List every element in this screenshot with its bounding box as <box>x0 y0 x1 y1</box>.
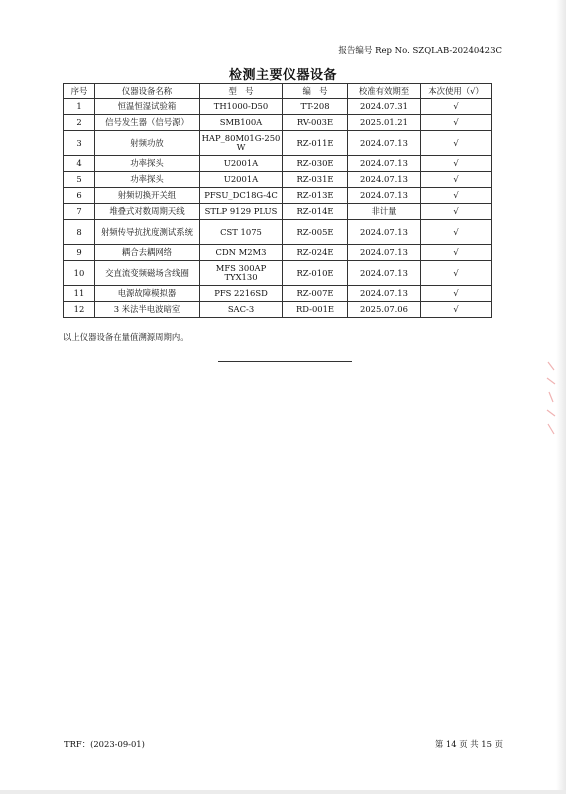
table-row <box>64 245 492 261</box>
cell-equipment-name: 恒温恒湿试验箱 <box>95 99 200 115</box>
cell-model: U2001A <box>200 172 283 188</box>
table-header-row <box>64 84 492 99</box>
page-edge-shadow <box>556 0 566 794</box>
cell-no: 8 <box>64 220 95 245</box>
calibration-note: 以上仪器设备在量值溯源周期内。 <box>63 332 189 342</box>
cell-model: HAP_80M01G-250 W <box>200 131 283 156</box>
cell-serial: RZ-030E <box>283 156 348 172</box>
report-number: 报告编号 Rep No. SZQLAB-20240423C <box>338 46 502 56</box>
cell-used-check: √ <box>421 220 492 245</box>
cell-no: 6 <box>64 188 95 204</box>
cell-no: 9 <box>64 245 95 261</box>
cell-equipment-name: 信号发生器（信号源） <box>95 115 200 131</box>
cell-model: CDN M2M3 <box>200 245 283 261</box>
cell-calibration-due: 2024.07.13 <box>348 245 421 261</box>
table-row <box>64 188 492 204</box>
table-row <box>64 220 492 245</box>
header-model: 型 号 <box>200 84 283 99</box>
cell-no: 3 <box>64 131 95 156</box>
cell-calibration-due: 2024.07.13 <box>348 131 421 156</box>
cell-model: U2001A <box>200 156 283 172</box>
table-row <box>64 99 492 115</box>
cell-used-check: √ <box>421 286 492 302</box>
page-title: 检测主要仪器设备 <box>228 68 337 83</box>
cell-model: SAC-3 <box>200 302 283 318</box>
cell-used-check: √ <box>421 245 492 261</box>
cell-model: SMB100A <box>200 115 283 131</box>
cell-model: CST 1075 <box>200 220 283 245</box>
cell-calibration-due: 2024.07.13 <box>348 156 421 172</box>
cell-model: TH1000-D50 <box>200 99 283 115</box>
cell-used-check: √ <box>421 99 492 115</box>
cell-equipment-name: 射频传导抗扰度测试系统 <box>95 220 200 245</box>
cell-equipment-name: 电源故障模拟器 <box>95 286 200 302</box>
header-equipment-name: 仪器设备名称 <box>95 84 200 99</box>
cell-model: PFSU_DC18G-4C <box>200 188 283 204</box>
cell-equipment-name: 射频功放 <box>95 131 200 156</box>
cell-equipment-name: 堆叠式对数周期天线 <box>95 204 200 220</box>
cell-equipment-name: 3 米法半电波暗室 <box>95 302 200 318</box>
equipment-table <box>63 83 492 318</box>
cell-no: 11 <box>64 286 95 302</box>
cell-calibration-due: 2025.01.21 <box>348 115 421 131</box>
cell-used-check: √ <box>421 131 492 156</box>
cell-serial: RZ-013E <box>283 188 348 204</box>
cell-calibration-due: 2024.07.13 <box>348 261 421 286</box>
table-row <box>64 156 492 172</box>
cell-used-check: √ <box>421 204 492 220</box>
cell-used-check: √ <box>421 172 492 188</box>
cell-calibration-due: 2024.07.13 <box>348 286 421 302</box>
cell-equipment-name: 耦合去耦网络 <box>95 245 200 261</box>
cell-serial: RZ-024E <box>283 245 348 261</box>
cell-no: 4 <box>64 156 95 172</box>
page-bottom-edge <box>0 790 566 794</box>
footer-trf: TRF：(2023-09-01) <box>64 739 145 749</box>
cell-serial: TT-208 <box>283 99 348 115</box>
cell-no: 5 <box>64 172 95 188</box>
cell-serial: RZ-031E <box>283 172 348 188</box>
cell-used-check: √ <box>421 115 492 131</box>
end-divider-line <box>218 361 352 362</box>
cell-serial: RZ-010E <box>283 261 348 286</box>
table-row <box>64 286 492 302</box>
cell-no: 7 <box>64 204 95 220</box>
cell-equipment-name: 功率探头 <box>95 172 200 188</box>
cell-equipment-name: 交直流变频磁场含线圈 <box>95 261 200 286</box>
cell-calibration-due: 2024.07.13 <box>348 188 421 204</box>
cell-no: 2 <box>64 115 95 131</box>
cell-equipment-name: 射频切换开关组 <box>95 188 200 204</box>
table-row <box>64 204 492 220</box>
cell-calibration-due: 2024.07.13 <box>348 220 421 245</box>
cell-calibration-due: 2024.07.13 <box>348 172 421 188</box>
cell-used-check: √ <box>421 302 492 318</box>
cell-serial: RD-001E <box>283 302 348 318</box>
header-no: 序号 <box>64 84 95 99</box>
header-serial: 编 号 <box>283 84 348 99</box>
cell-model: PFS 2216SD <box>200 286 283 302</box>
cell-no: 1 <box>64 99 95 115</box>
seal-stamp-edge <box>545 358 557 438</box>
footer-page-number: 第 14 页 共 15 页 <box>434 739 503 749</box>
table-row <box>64 302 492 318</box>
cell-equipment-name: 功率探头 <box>95 156 200 172</box>
cell-serial: RZ-005E <box>283 220 348 245</box>
cell-used-check: √ <box>421 188 492 204</box>
cell-no: 10 <box>64 261 95 286</box>
cell-serial: RZ-007E <box>283 286 348 302</box>
table-row <box>64 261 492 286</box>
cell-serial: RZ-014E <box>283 204 348 220</box>
cell-used-check: √ <box>421 156 492 172</box>
cell-serial: RV-003E <box>283 115 348 131</box>
cell-calibration-due: 非计量 <box>348 204 421 220</box>
cell-calibration-due: 2025.07.06 <box>348 302 421 318</box>
cell-used-check: √ <box>421 261 492 286</box>
cell-model: MFS 300AP TYX130 <box>200 261 283 286</box>
table-row <box>64 131 492 156</box>
cell-model: STLP 9129 PLUS <box>200 204 283 220</box>
table-row <box>64 172 492 188</box>
cell-no: 12 <box>64 302 95 318</box>
header-calibration-due: 校准有效期至 <box>348 84 421 99</box>
table-row <box>64 115 492 131</box>
cell-serial: RZ-011E <box>283 131 348 156</box>
cell-calibration-due: 2024.07.31 <box>348 99 421 115</box>
header-used: 本次使用（√） <box>421 84 492 99</box>
